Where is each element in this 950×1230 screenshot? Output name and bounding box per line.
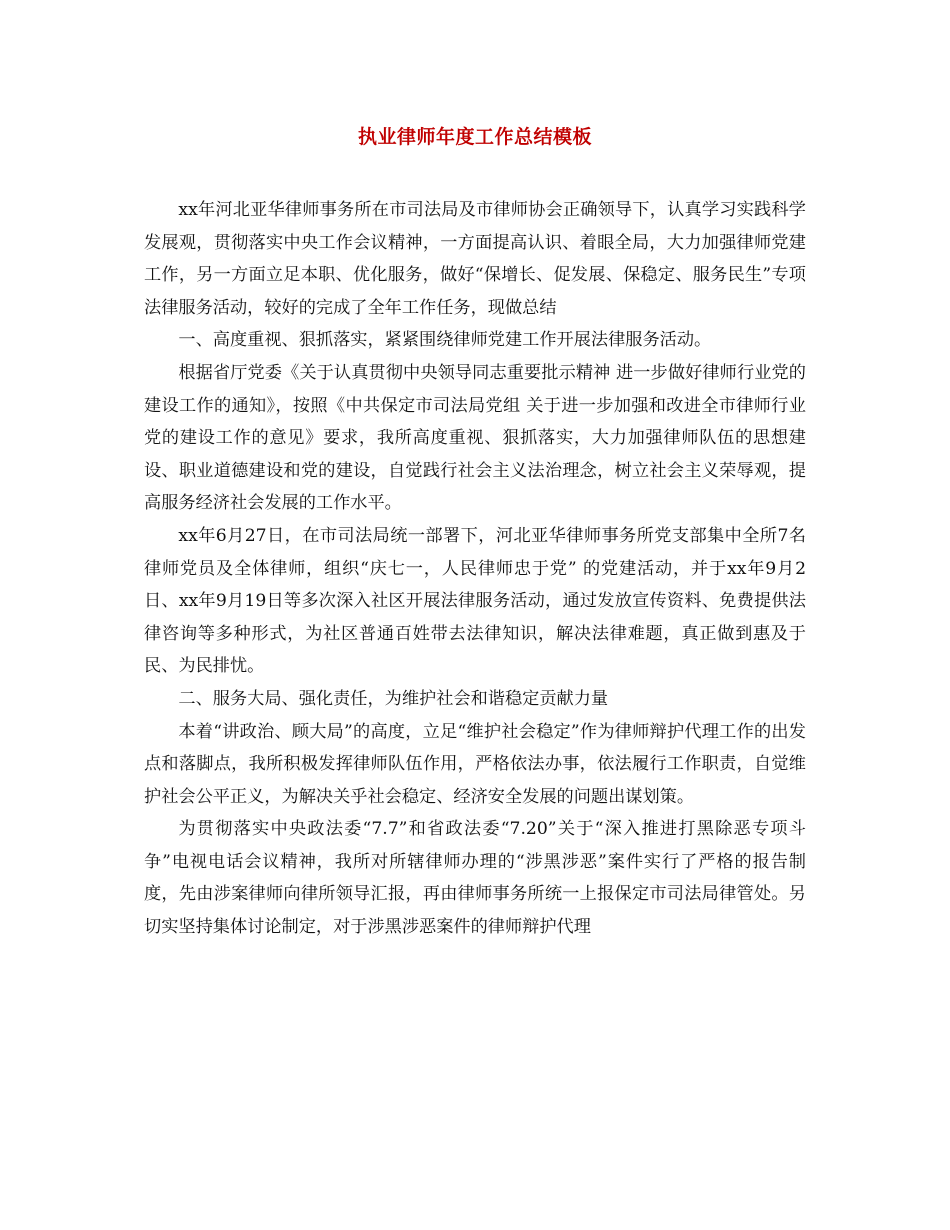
paragraph-stability: 本着“讲政治、顾大局”的高度，立足“维护社会稳定”作为律师辩护代理工作的出发点和落脚点，我所积极发挥律师队伍作用，严格依法办事，依法履行工作职责，自觉维护社会公平正义，为解决关乎社会稳定、经济安全发展的问题出谋划策。 [144,721,806,807]
section-heading-2: 二、服务大局、强化责任，为维护社会和谐稳定贡献力量 [178,688,609,709]
paragraph-activity: xx年6月27日，在市司法局统一部署下，河北亚华律师事务所党支部集中全所7名律师党员及全体律师，组织“庆七一，人民律师忠于党” 的党建活动，并于xx年9月2日、xx年9月19日等多次深入社区开展法律服务活动，通过发放宣传资料、免费提供法律咨询等多种形式，为社区普通百姓带去法律知识，解决法律难题，真正做到惠及于民、为民排忧。 [144,525,806,677]
paragraph-party-building: 根据省厅党委《关于认真贯彻中央领导同志重要批示精神 进一步做好律师行业党的建设工作的通知》，按照《中共保定市司法局党组 关于进一步加强和改进全市律师行业党的建设工作的意见》要求，我所高度重视、狠抓落实，大力加强律师队伍的思想建设、职业道德建设和党的建设，自觉践行社会主义法治理念，树立社会主义荣辱观，提高服务经济社会发展的工作水平。 [144,362,806,514]
paragraph-intro: xx年河北亚华律师事务所在市司法局及市律师协会正确领导下，认真学习实践科学发展观，贯彻落实中央工作会议精神，一方面提高认识、着眼全局，大力加强律师党建工作，另一方面立足本职、优化服务，做好“保增长、促发展、保稳定、服务民生”专项法律服务活动，较好的完成了全年工作任务，现做总结 [144,200,806,318]
document-body [144,194,806,944]
document-title: 执业律师年度工作总结模板 [357,126,592,148]
paragraph-anti-crime: 为贯彻落实中央政法委“7.7”和省政法委“7.20”关于“深入推进打黑除恶专项斗争”电视电话会议精神，我所对所辖律师办理的“涉黑涉恶”案件实行了严格的报告制度，先由涉案律师向律所领导汇报，再由律师事务所统一上报保定市司法局律管处。另切实坚持集体讨论制定，对于涉黑涉恶案件的律师辩护代理 [144,819,806,938]
section-heading-1: 一、高度重视、狠抓落实，紧紧围绕律师党建工作开展法律服务活动。 [178,330,712,351]
